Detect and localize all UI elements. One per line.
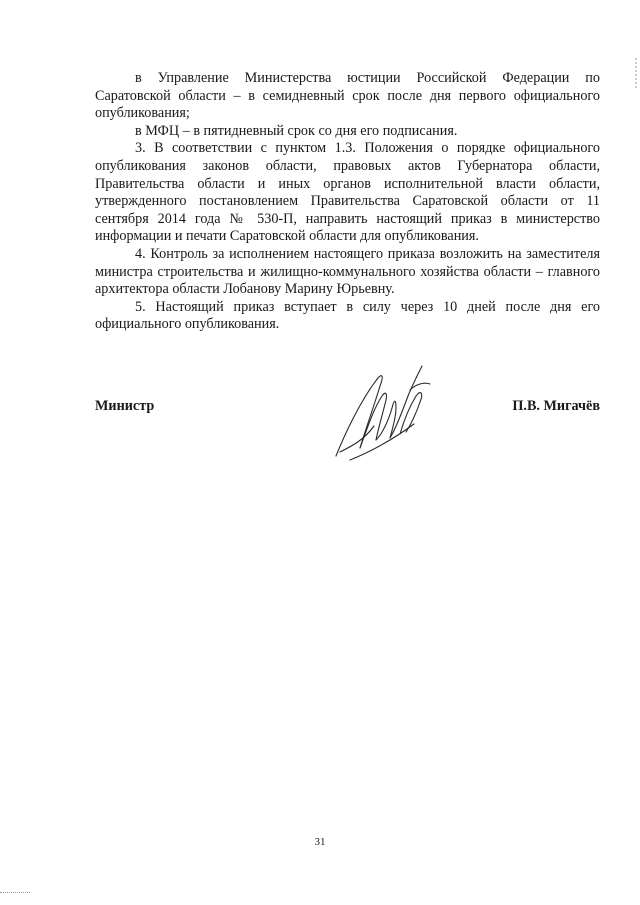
document-body — [95, 70, 600, 334]
scan-edge-mark — [634, 58, 638, 88]
handwritten-signature — [330, 356, 440, 476]
paragraph-ministry-justice: в Управление Министерства юстиции Российской Федерации по Саратовской области – в семидневный срок после дня первого официального опубликования; — [95, 70, 600, 122]
paragraph-mfc: в МФЦ – в пятидневный срок со дня его подписания. — [135, 122, 458, 139]
paragraph-5-effective: 5. Настоящий приказ вступает в силу через 10 дней после дня его официального опубликования. — [95, 298, 600, 333]
signer-name: П.В. Мигачёв — [512, 398, 600, 414]
signer-title: Министр — [95, 398, 155, 414]
paragraph-4-control: 4. Контроль за исполнением настоящего приказа возложить на заместителя министра строительства и жилищно-коммунального хозяйства области – главного архитектора области Лобанову Марину Юрьевну. — [95, 245, 600, 298]
scan-dotted-line — [0, 892, 30, 893]
paragraph-3-publication: 3. В соответствии с пунктом 1.3. Положения о порядке официального опубликования законов области, правовых актов Губернатора области, Правительства области и иных органов исполнительной власти области, утвержденного постановлением Правительства Саратовской области от 11 сентября 2014 года № 530-П, направить настоящий приказ в министерство информации и печати Саратовской области для опубликования. — [95, 140, 600, 245]
page-number: 31 — [314, 836, 326, 848]
